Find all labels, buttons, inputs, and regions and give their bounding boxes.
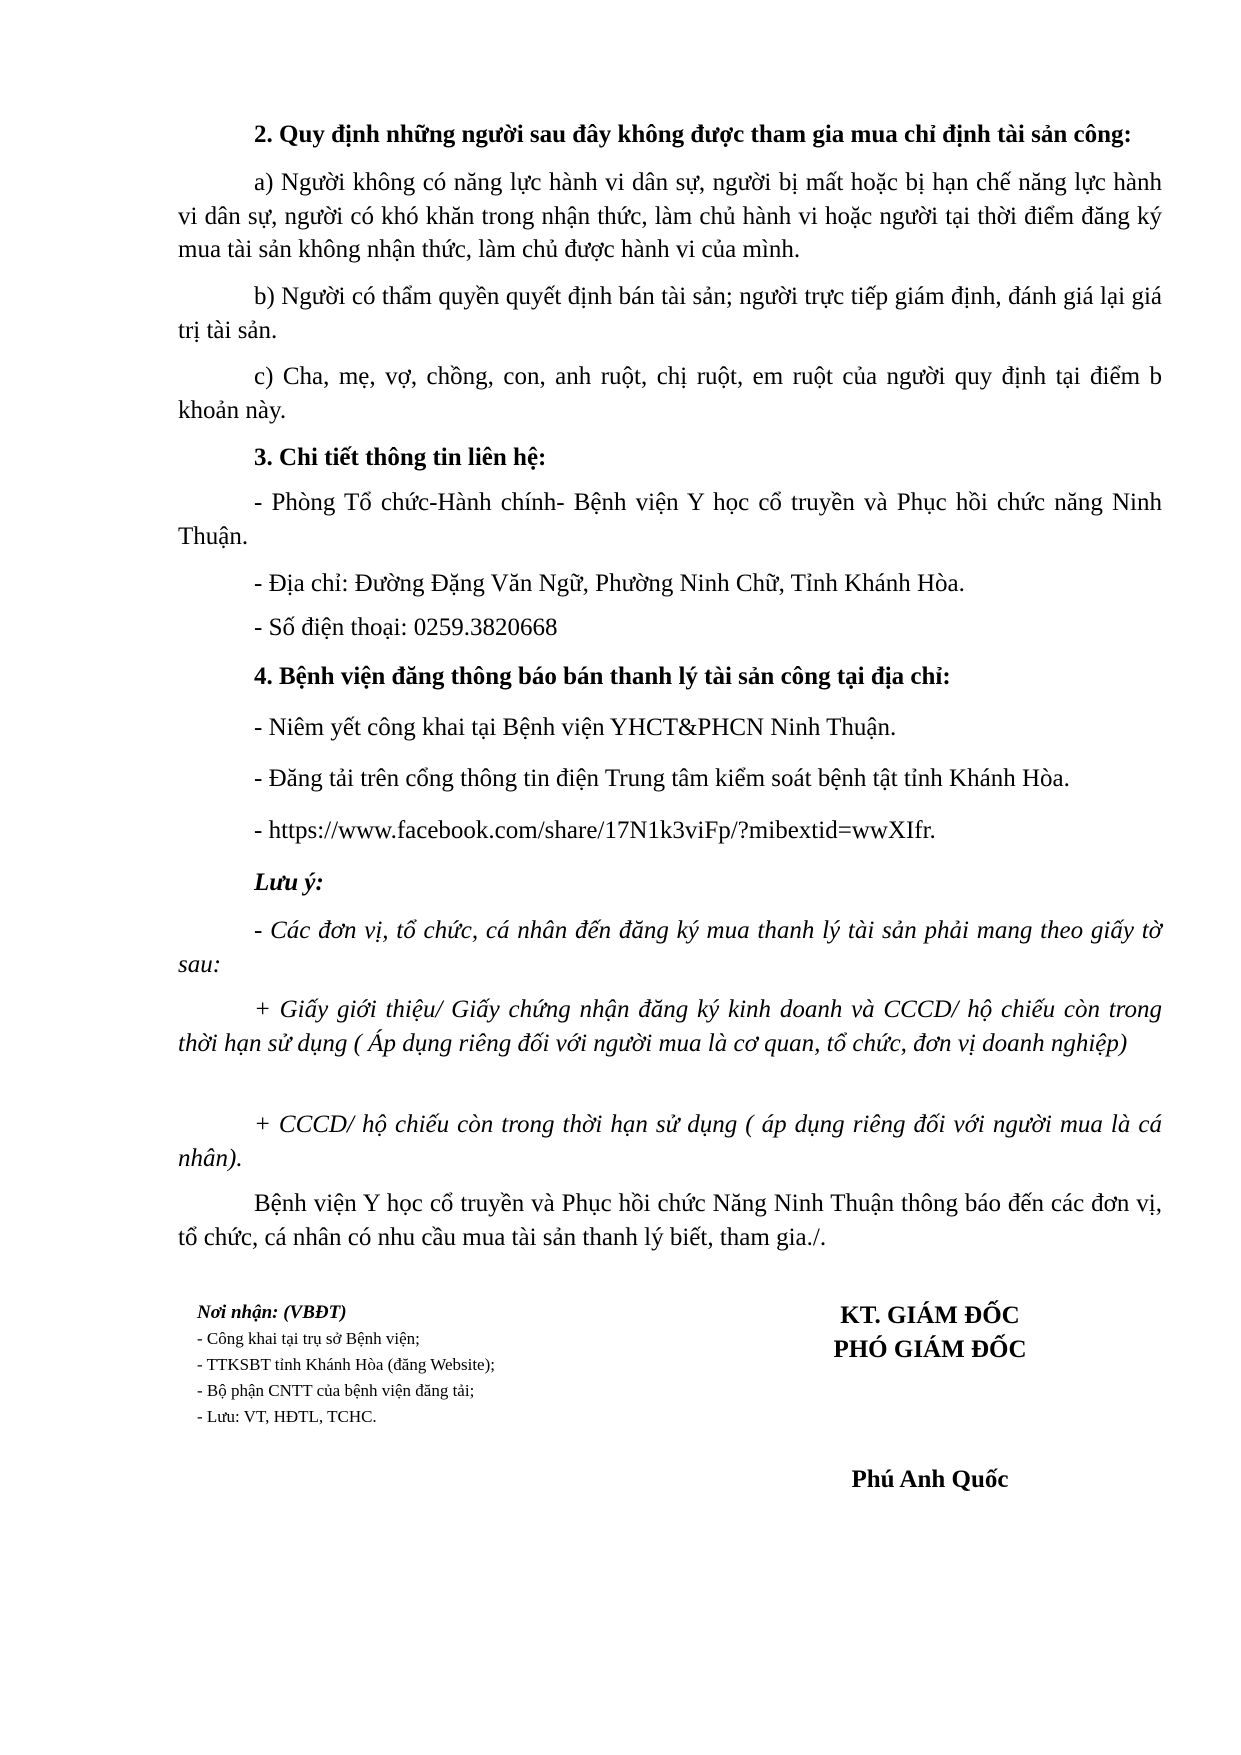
signer-name: Phú Anh Quốc: [851, 1466, 1009, 1493]
signature-line-1: KT. GIÁM ĐỐC: [840, 1302, 1020, 1329]
recipients-block: [197, 1300, 495, 1430]
recipient-item: - Công khai tại trụ sở Bệnh viện;: [197, 1329, 420, 1348]
recipients-title: Nơi nhận: (VBĐT): [197, 1302, 347, 1323]
recipient-item: - TTKSBT tỉnh Khánh Hòa (đăng Website);: [197, 1355, 495, 1374]
posting-link[interactable]: - https://www.facebook.com/share/17N1k3viFp/?mibextid=wwXIfr.: [254, 817, 936, 844]
section-2-item-b: b) Người có thẩm quyền quyết định bán tài sản; người trực tiếp giám định, đánh giá lại giá trị tài sản.: [178, 283, 1162, 344]
section-2-item-a: a) Người không có năng lực hành vi dân sự, người bị mất hoặc bị hạn chế năng lực hành vi dân sự, người có khó khăn trong nhận thức, làm chủ hành vi hoặc người tại thời điểm đăng ký mua tài sản không nhận thức, làm chủ được hành vi của mình.: [178, 169, 1162, 263]
recipient-item: - Bộ phận CNTT của bệnh viện đăng tải;: [197, 1381, 475, 1400]
section-2-heading: 2. Quy định những người sau đây không được tham gia mua chỉ định tài sản công:: [254, 121, 1132, 148]
section-4-heading: 4. Bệnh viện đăng thông báo bán thanh lý tài sản công tại địa chỉ:: [254, 663, 951, 690]
recipient-item: - Lưu: VT, HĐTL, TCHC.: [197, 1407, 377, 1426]
signature-line-2: PHÓ GIÁM ĐỐC: [833, 1336, 1027, 1363]
posting-item-1: - Niêm yết công khai tại Bệnh viện YHCT&PHCN Ninh Thuận.: [254, 714, 897, 741]
closing-paragraph: Bệnh viện Y học cổ truyền và Phục hồi chức Năng Ninh Thuận thông báo đến các đơn vị, tổ chức, cá nhân có nhu cầu mua tài sản thanh lý biết, tham gia./.: [178, 1190, 1162, 1251]
contact-address: - Địa chỉ: Đường Đặng Văn Ngữ, Phường Ninh Chữ, Tỉnh Khánh Hòa.: [254, 570, 965, 597]
note-intro: - Các đơn vị, tổ chức, cá nhân đến đăng ký mua thanh lý tài sản phải mang theo giấy tờ sau:: [178, 917, 1162, 978]
note-organization-docs: + Giấy giới thiệu/ Giấy chứng nhận đăng ký kinh doanh và CCCD/ hộ chiếu còn trong thời hạn sử dụng ( Áp dụng riêng đối với người mua là cơ quan, tổ chức, đơn vị doanh nghiệp): [178, 996, 1162, 1057]
note-heading: Lưu ý:: [254, 869, 324, 896]
posting-item-2: - Đăng tải trên cổng thông tin điện Trung tâm kiểm soát bệnh tật tỉnh Khánh Hòa.: [254, 765, 1070, 792]
note-individual-docs: + CCCD/ hộ chiếu còn trong thời hạn sử dụng ( áp dụng riêng đối với người mua là cá nhân).: [178, 1111, 1162, 1172]
contact-phone: - Số điện thoại: 0259.3820668: [254, 614, 558, 641]
contact-office: - Phòng Tổ chức-Hành chính- Bệnh viện Y học cổ truyền và Phục hồi chức năng Ninh Thuận.: [178, 489, 1162, 550]
section-3-heading: 3. Chi tiết thông tin liên hệ:: [254, 444, 547, 471]
section-2-item-c: c) Cha, mẹ, vợ, chồng, con, anh ruột, chị ruột, em ruột của người quy định tại điểm b khoản này.: [178, 363, 1162, 424]
signature-title: [760, 1299, 1100, 1367]
